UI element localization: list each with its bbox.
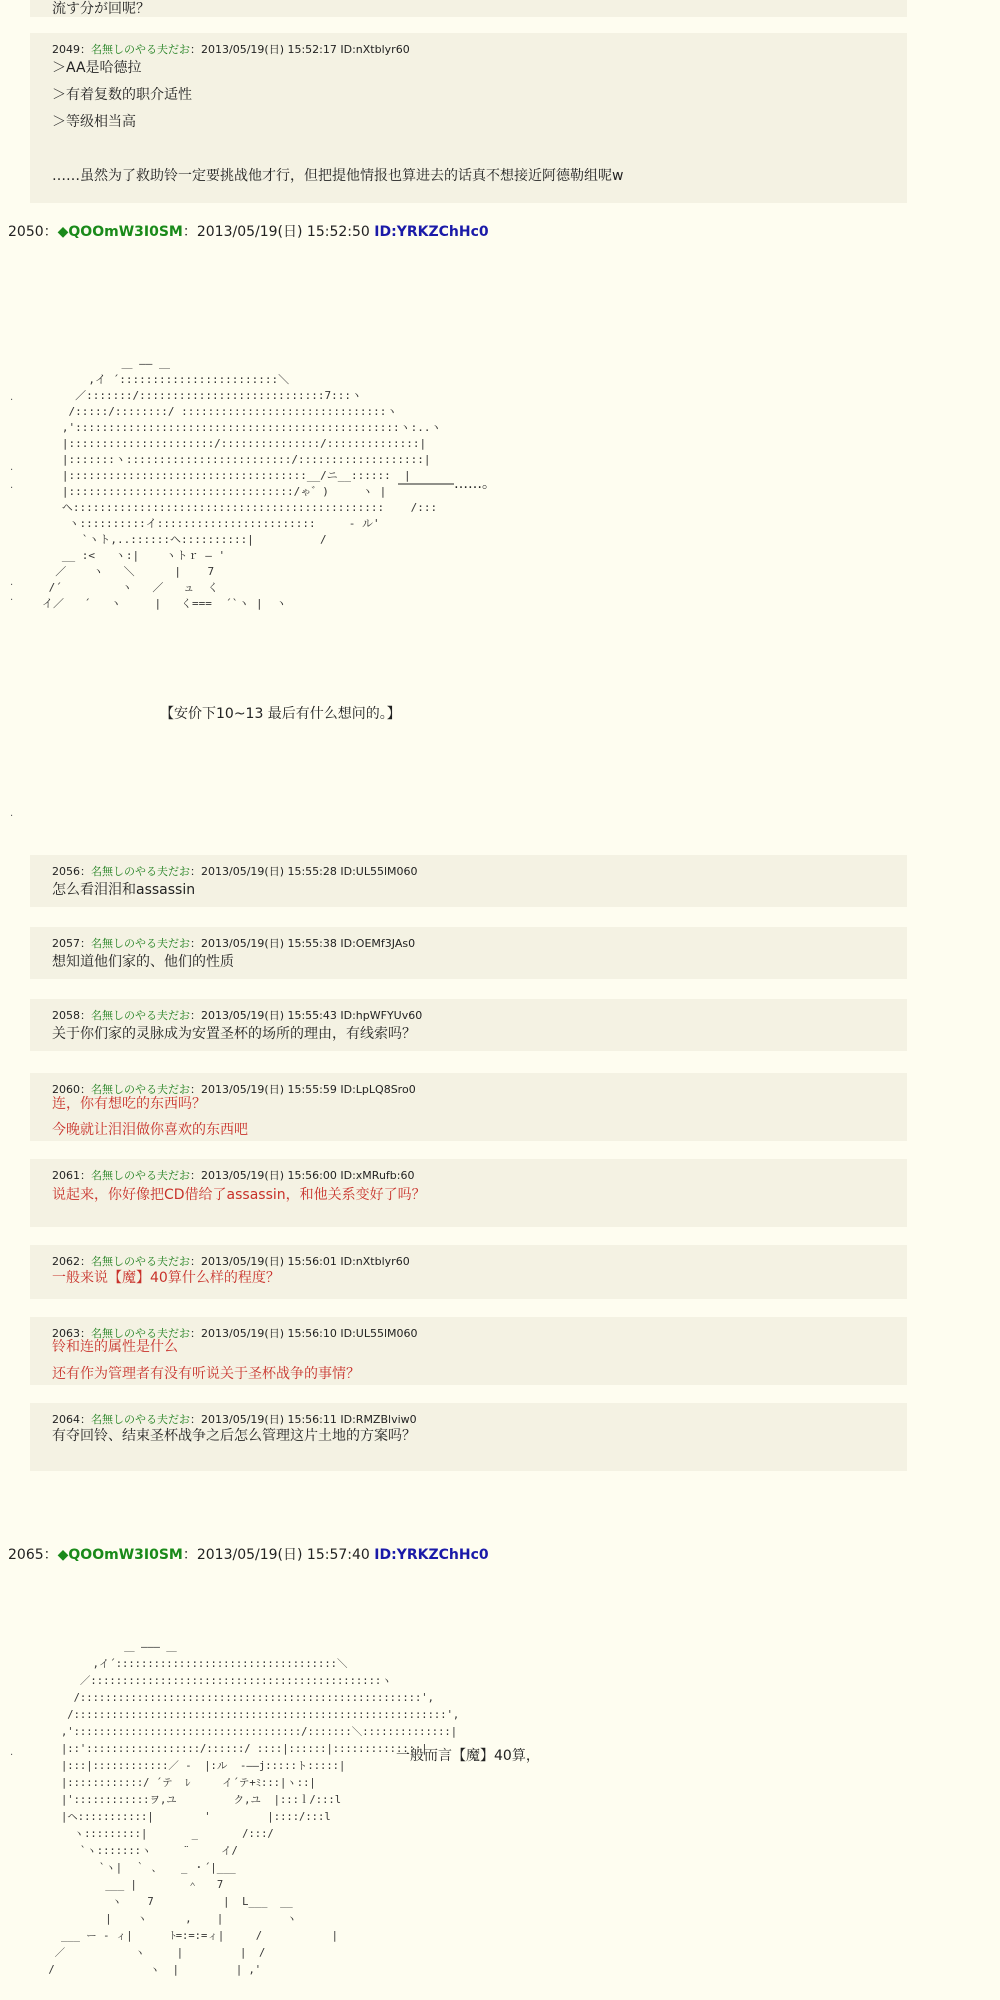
reply-block (30, 855, 907, 907)
reply-author: 名無しのやる夫だお (91, 1255, 190, 1268)
margin-dot: . (10, 592, 14, 603)
reply-number[interactable]: 2049： (52, 43, 91, 56)
margin-dot: . (10, 1747, 14, 1758)
reply-author: 名無しのやる夫だお (91, 1009, 190, 1022)
reply-block-2049 (30, 33, 907, 203)
speech-text-2065: 一般而言【魔】40算， (396, 1748, 540, 1764)
reply-block (30, 1159, 907, 1227)
reply-number[interactable]: 2058： (52, 1009, 91, 1022)
reply-text-partial: 流す分が回呢？ (52, 1, 150, 17)
reply-line: ＞AA是哈德拉 (52, 60, 142, 76)
reply-author: 名無しのやる夫だお (91, 43, 190, 56)
reply-author: 名無しのやる夫だお (91, 937, 190, 950)
reply-line: 连，你有想吃的东西吗？ (52, 1096, 206, 1112)
reply-line: 怎么看泪泪和assassin (52, 882, 196, 898)
reply-header (52, 935, 415, 951)
reply-header (52, 41, 410, 57)
reply-meta: ：2013/05/19(日) 15:56:01 ID:nXtblyr60 (190, 1255, 410, 1268)
speech-text-2050: ――――……。 (398, 476, 496, 492)
reply-meta: ：2013/05/19(日) 15:56:00 ID:xMRufb:60 (190, 1169, 415, 1182)
post-header-2050 (8, 221, 489, 241)
margin-dot: . (10, 392, 14, 403)
reply-meta: ：2013/05/19(日) 15:56:10 ID:UL55lM060 (190, 1327, 418, 1340)
reply-author: 名無しのやる夫だお (91, 1413, 190, 1426)
reply-header (52, 1007, 422, 1023)
reply-line: 有夺回铃、结束圣杯战争之后怎么管理这片土地的方案吗？ (52, 1428, 416, 1444)
reply-block-partial (30, 0, 907, 17)
post-trip: ◆QOOmW3I0SM (57, 1547, 183, 1563)
reply-block (30, 927, 907, 979)
margin-dot: . (10, 480, 14, 491)
margin-dot: . (10, 462, 14, 473)
post-date: ：2013/05/19(日) 15:57:40 (182, 1547, 370, 1563)
reply-line: ＞有着复数的职介适性 (52, 87, 192, 103)
reply-header (52, 1167, 414, 1183)
post-number[interactable]: 2065： (8, 1547, 58, 1563)
reply-meta: ：2013/05/19(日) 15:55:43 ID:hpWFYUv60 (190, 1009, 423, 1022)
reply-number[interactable]: 2064： (52, 1413, 91, 1426)
reply-meta: ：2013/05/19(日) 15:55:28 ID:UL55lM060 (190, 865, 418, 878)
post-date: ：2013/05/19(日) 15:52:50 (182, 224, 370, 240)
reply-line: 铃和连的属性是什么 (52, 1339, 178, 1355)
reply-number[interactable]: 2063： (52, 1327, 91, 1340)
reply-meta: ：2013/05/19(日) 15:56:11 ID:RMZBlviw0 (190, 1413, 417, 1426)
reply-meta: ：2013/05/19(日) 15:55:38 ID:OEMf3JAs0 (190, 937, 416, 950)
reply-author: 名無しのやる夫だお (91, 1327, 190, 1340)
reply-block (30, 1317, 907, 1385)
anchor-note-2050: 【安价下10~13 最后有什么想问的。】 (160, 706, 401, 722)
reply-block (30, 1073, 907, 1141)
post-number[interactable]: 2050： (8, 224, 58, 240)
reply-block (30, 1403, 907, 1471)
ascii-art-2065: ＿ ――― ＿ ,イ´:::::::::::::::::::::::::::::::::::＼ ／::::::::::::::::::::::::::::::::::::::::::::::ヽ /::::::::::::::::::::::::::::::::::::::::::::::::::::::', /:::::::::::::::::::::::::::::::::::::::::::::::::::::::::::', ,'::::::::::::::::::::::::::::::::::::/:::::::＼::::::::::::::| |::'::::::::::::::::::/::::::/ ::::|::::::|::::::::::::::| |:::|::::::::::::／ - |:ル -――j:::::ト:::::| |::::::::::::/ ´テ ﾚ イ´テ+ﾐ:::|ヽ::| |'::::::::::::ヲ,ユ ク,ユ |:::ｌ/:::l |ヘ:::::::::::| ' |::::/:::l ヽ:::::::::| _ /:::/ `ヽ:::::::ヽ ¨ イ/ `ヽ| ｀ 、 _ ・´|___ ___ | ＾ 7 ヽ 7 | L___ __ | ヽ , | ヽ ___ ー - ィ| ﾄ=:=:=ィ| / | ／ ヽ | | / / ヽ | | ,' (48, 1640, 460, 1976)
reply-number[interactable]: 2061： (52, 1169, 91, 1182)
margin-dot: . (10, 808, 14, 819)
post-header-2065 (8, 1544, 489, 1564)
reply-author: 名無しのやる夫だお (91, 1083, 190, 1096)
reply-number[interactable]: 2056： (52, 865, 91, 878)
reply-line: 还有作为管理者有没有听说关于圣杯战争的事情？ (52, 1366, 360, 1382)
reply-number[interactable]: 2057： (52, 937, 91, 950)
reply-line: 一般来说【魔】40算什么样的程度？ (52, 1270, 280, 1286)
reply-number[interactable]: 2062： (52, 1255, 91, 1268)
reply-line: 想知道他们家的、他们的性质 (52, 954, 234, 970)
reply-line: 关于你们家的灵脉成为安置圣杯的场所的理由，有线索吗？ (52, 1026, 416, 1042)
reply-block (30, 999, 907, 1051)
margin-dot: . (10, 577, 14, 588)
reply-block (30, 1245, 907, 1299)
post-id[interactable]: ID:YRKZChHc0 (374, 1547, 489, 1563)
reply-author: 名無しのやる夫だお (91, 865, 190, 878)
reply-line: 说起来，你好像把CD借给了assassin，和他关系变好了吗？ (52, 1187, 426, 1203)
reply-line: 今晚就让泪泪做你喜欢的东西吧 (52, 1122, 248, 1138)
reply-number[interactable]: 2060： (52, 1083, 91, 1096)
reply-author: 名無しのやる夫だお (91, 1169, 190, 1182)
reply-meta: ：2013/05/19(日) 15:55:59 ID:LpLQ8Sro0 (190, 1083, 416, 1096)
reply-header (52, 863, 418, 879)
post-id[interactable]: ID:YRKZChHc0 (374, 224, 489, 240)
post-trip: ◆QOOmW3I0SM (57, 224, 183, 240)
ascii-art-2050: ＿ ―― ＿ ,イ ´::::::::::::::::::::::::＼ ／:::::::/::::::::::::::::::::::::::::7:::ヽ /:::::/::::::::/ :::::::::::::::::::::::::::::::ヽ ,':::::::::::::::::::::::::::::::::::::::::::::::::ヽ:..ヽ |::::::::::::::::::::::/:::::::::::::::/::::::::::::::| |:::::::ヽ:::::::::::::::::::::::::/:::::::::::::::::::| |::::::::::::::::::::::::::::::::::::__/ニ__:::::: | |::::::::::::::::::::::::::::::::::/ゃ゛) ヽ | ヘ::::::::::::::::::::::::::::::::::::::::::::::: /::: ヽ::::::::::イ:::::::::::::::::::::::: - ル' `ヽト,..::::::ヘ::::::::::| / __ :< ヽ:| ヽトｒ ― ' ／ ヽ ＼ | 7 /´ ヽ ／ ュ く イ／ ´ ヽ | く=== ´`ヽ | ヽ (42, 357, 442, 610)
reply-meta: ：2013/05/19(日) 15:52:17 ID:nXtblyr60 (190, 43, 410, 56)
reply-line: ……虽然为了救助铃一定要挑战他才行，但把提他情报也算进去的话真不想接近阿德勒组呢w (52, 168, 624, 184)
reply-line: ＞等级相当高 (52, 114, 136, 130)
